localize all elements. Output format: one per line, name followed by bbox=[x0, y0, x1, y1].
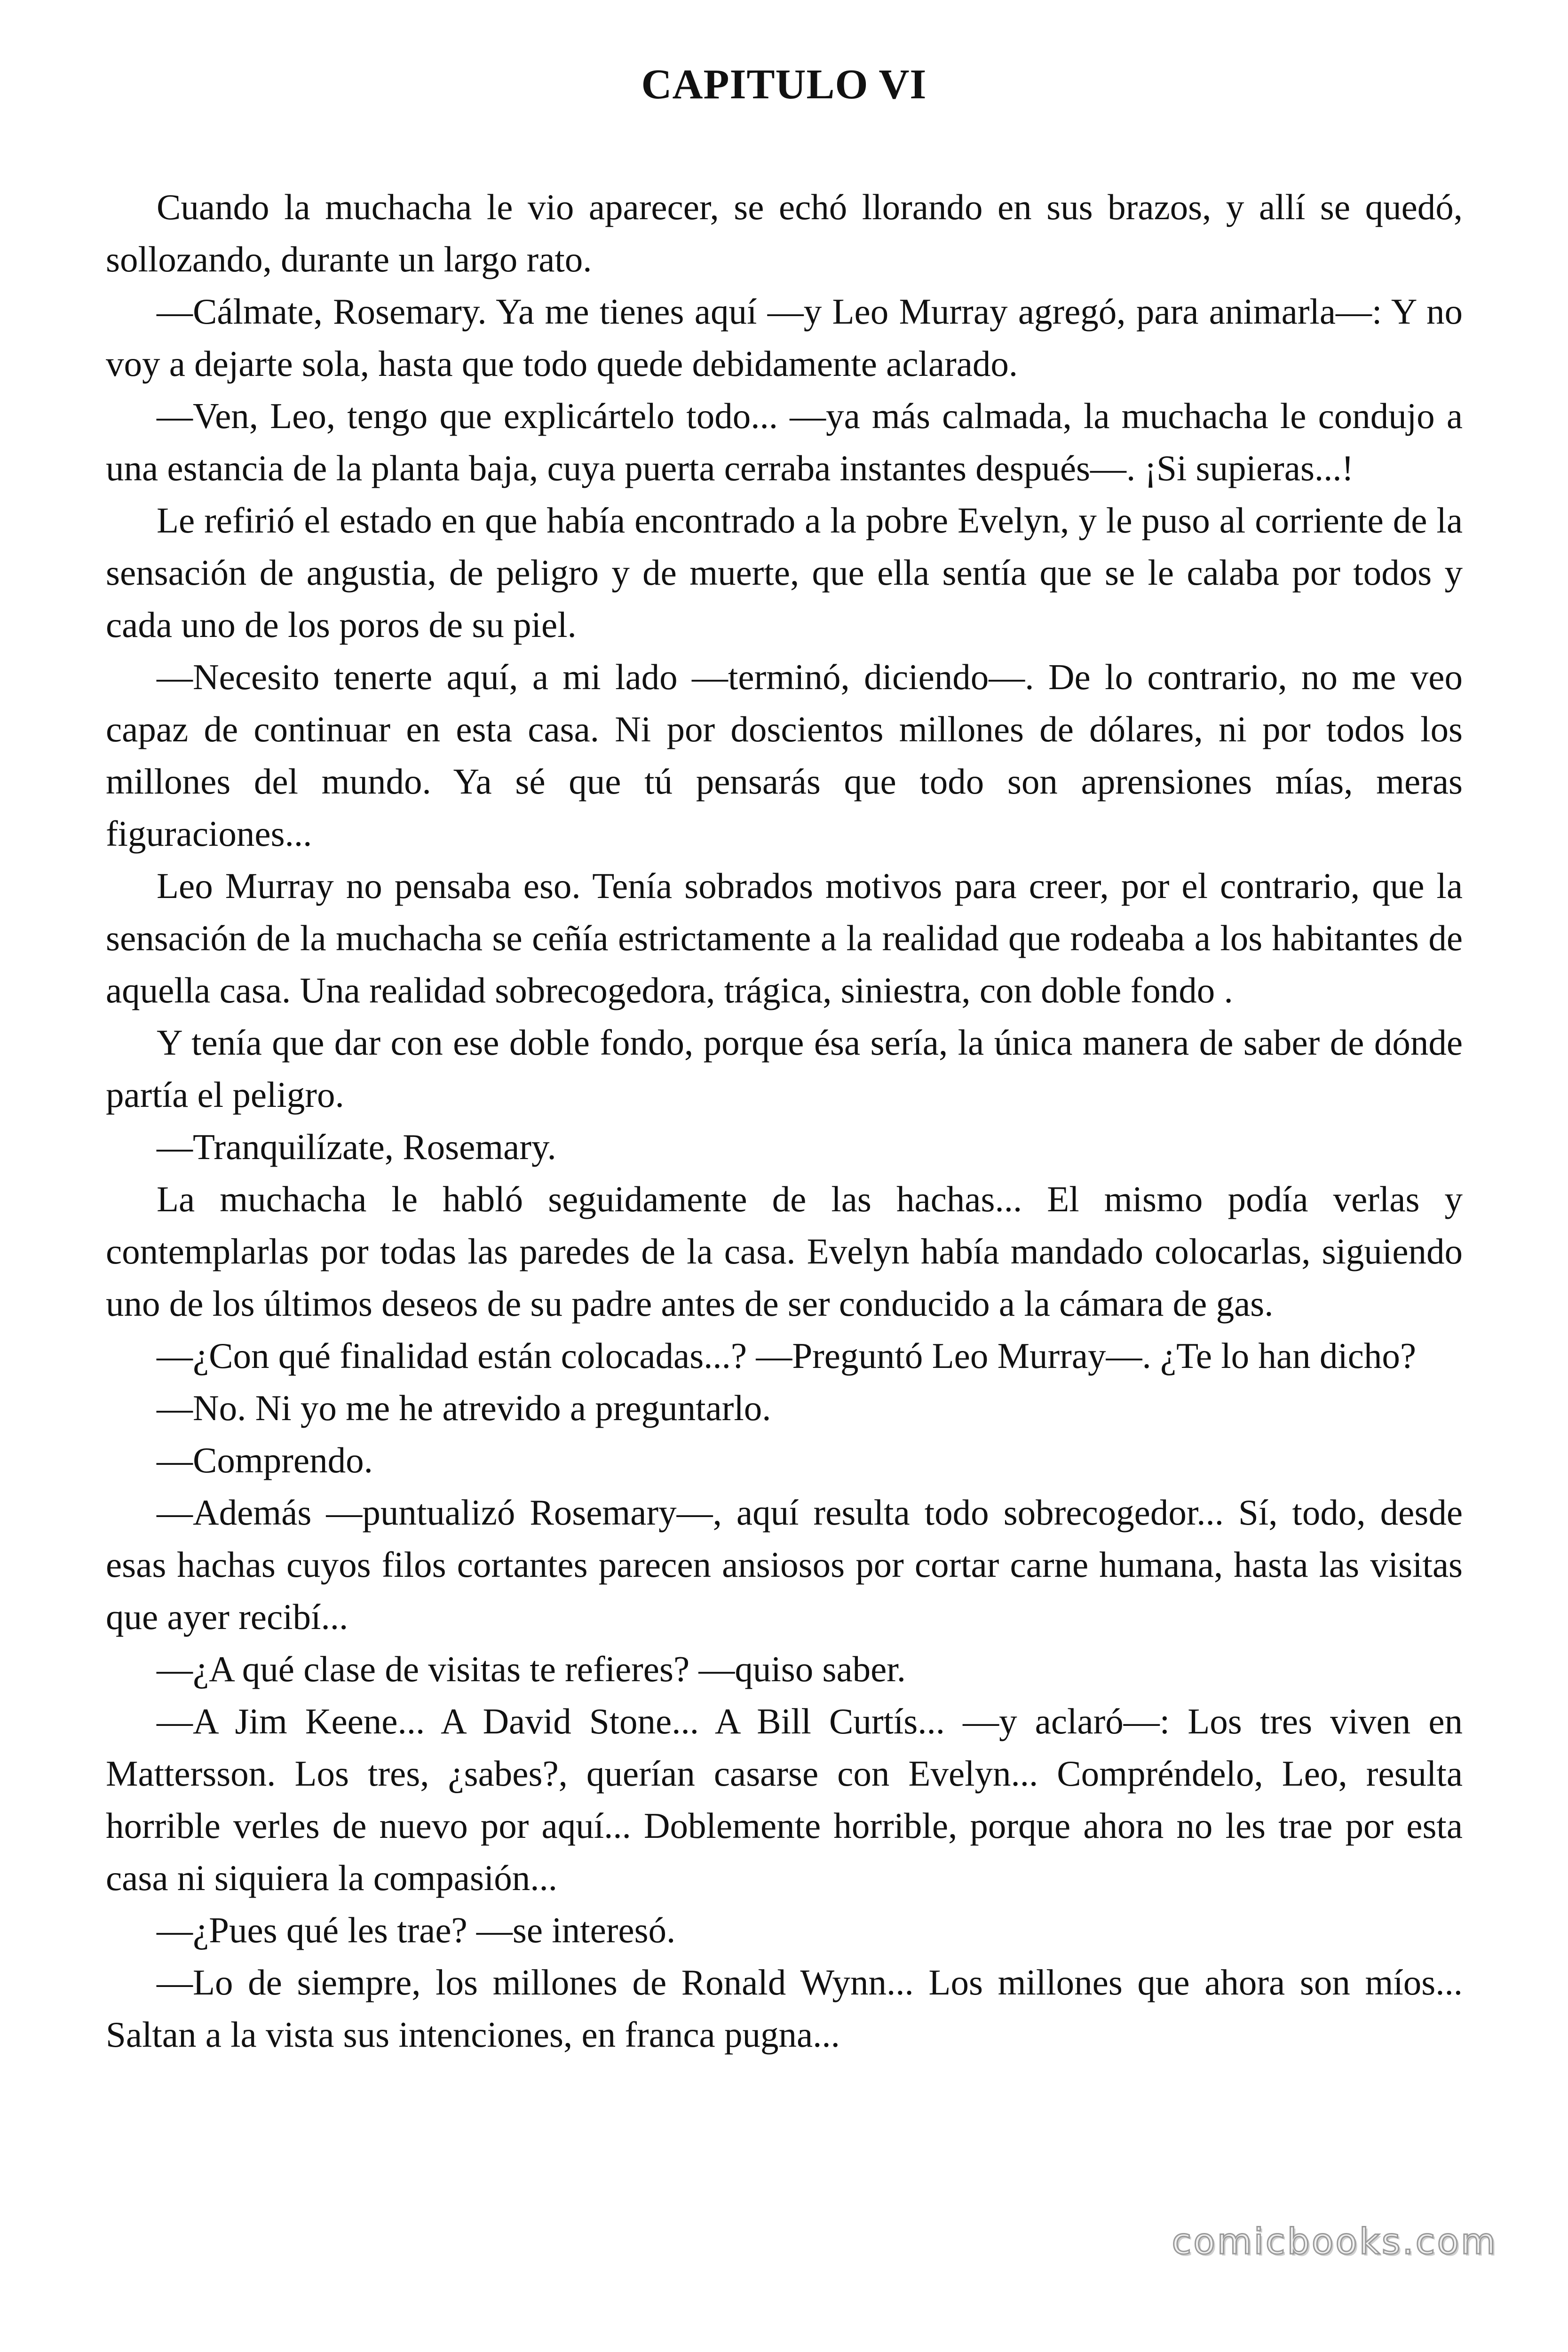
paragraph: —¿Con qué finalidad están colocadas...? —Preguntó Leo Murray—. ¿Te lo han dicho? bbox=[157, 1335, 1417, 1376]
paragraph: —Cálmate, Rosemary. Ya me tienes aquí —y Leo Murray agregó, para animarla—: Y no voy a dejarte sola, hasta que todo quede debidamente aclarado. bbox=[106, 291, 1463, 384]
paragraph: —Necesito tenerte aquí, a mi lado —terminó, diciendo—. De lo contrario, no me veo capaz de continuar en esta casa. Ni por doscientos millones de dólares, ni por todos los millones del mundo. Ya sé que tú pensarás que todo son aprensiones mías, meras figuraciones... bbox=[106, 657, 1463, 854]
paragraph: —Ven, Leo, tengo que explicártelo todo... —ya más calmada, la muchacha le condujo a una estancia de la planta baja, cuya puerta cerraba instantes después—. ¡Si supieras...! bbox=[106, 396, 1463, 488]
paragraph: —Lo de siempre, los millones de Ronald Wynn... Los millones que ahora son míos... Saltan a la vista sus intenciones, en franca pugna... bbox=[106, 1962, 1463, 2055]
paragraph: Le refirió el estado en que había encontrado a la pobre Evelyn, y le puso al corriente de la sensación de angustia, de peligro y de muerte, que ella sentía que se le calaba por todos y cada uno de los poros de su piel. bbox=[106, 500, 1463, 645]
paragraph: —¿A qué clase de visitas te refieres? —quiso saber. bbox=[157, 1649, 906, 1689]
paragraph: —Además —puntualizó Rosemary—, aquí resulta todo sobrecogedor... Sí, todo, desde esas hachas cuyos filos cortantes parecen ansiosos por cortar carne humana, hasta las visitas que ayer recibí... bbox=[106, 1492, 1463, 1637]
paragraph: Y tenía que dar con ese doble fondo, porque ésa sería, la única manera de saber de dónde partía el peligro. bbox=[106, 1022, 1463, 1115]
paragraph: —No. Ni yo me he atrevido a preguntarlo. bbox=[157, 1388, 771, 1428]
paragraph: Leo Murray no pensaba eso. Tenía sobrados motivos para creer, por el contrario, que la sensación de la muchacha se ceñía estrictamente a la realidad que rodeaba a los habitantes de aquella casa. Una realidad sobrecogedora, trágica, siniestra, con doble fondo . bbox=[106, 866, 1463, 1010]
watermark-logo: comicbooks.com bbox=[1172, 2220, 1497, 2262]
paragraph: Cuando la muchacha le vio aparecer, se echó llorando en sus brazos, y allí se quedó, sollozando, durante un largo rato. bbox=[106, 187, 1463, 279]
chapter-title: CAPITULO VI bbox=[641, 61, 927, 108]
paragraph: La muchacha le habló seguidamente de las hachas... El mismo podía verlas y contemplarlas por todas las paredes de la casa. Evelyn había mandado colocarlas, siguiendo uno de los últimos deseos de su padre antes de ser conducido a la cámara de gas. bbox=[106, 1179, 1463, 1324]
chapter-body bbox=[106, 181, 1463, 2061]
paragraph: —¿Pues qué les trae? —se interesó. bbox=[157, 1910, 676, 1950]
paragraph: —Comprendo. bbox=[157, 1440, 373, 1480]
paragraph: —Tranquilízate, Rosemary. bbox=[157, 1127, 556, 1167]
paragraph: —A Jim Keene... A David Stone... A Bill Curtís... —y aclaró—: Los tres viven en Mattersson. Los tres, ¿sabes?, querían casarse con Evelyn... Compréndelo, Leo, resulta horrible verles de nuevo por aquí... Doblemente horrible, porque ahora no les trae por esta casa ni siquiera la compasión... bbox=[106, 1701, 1463, 1898]
